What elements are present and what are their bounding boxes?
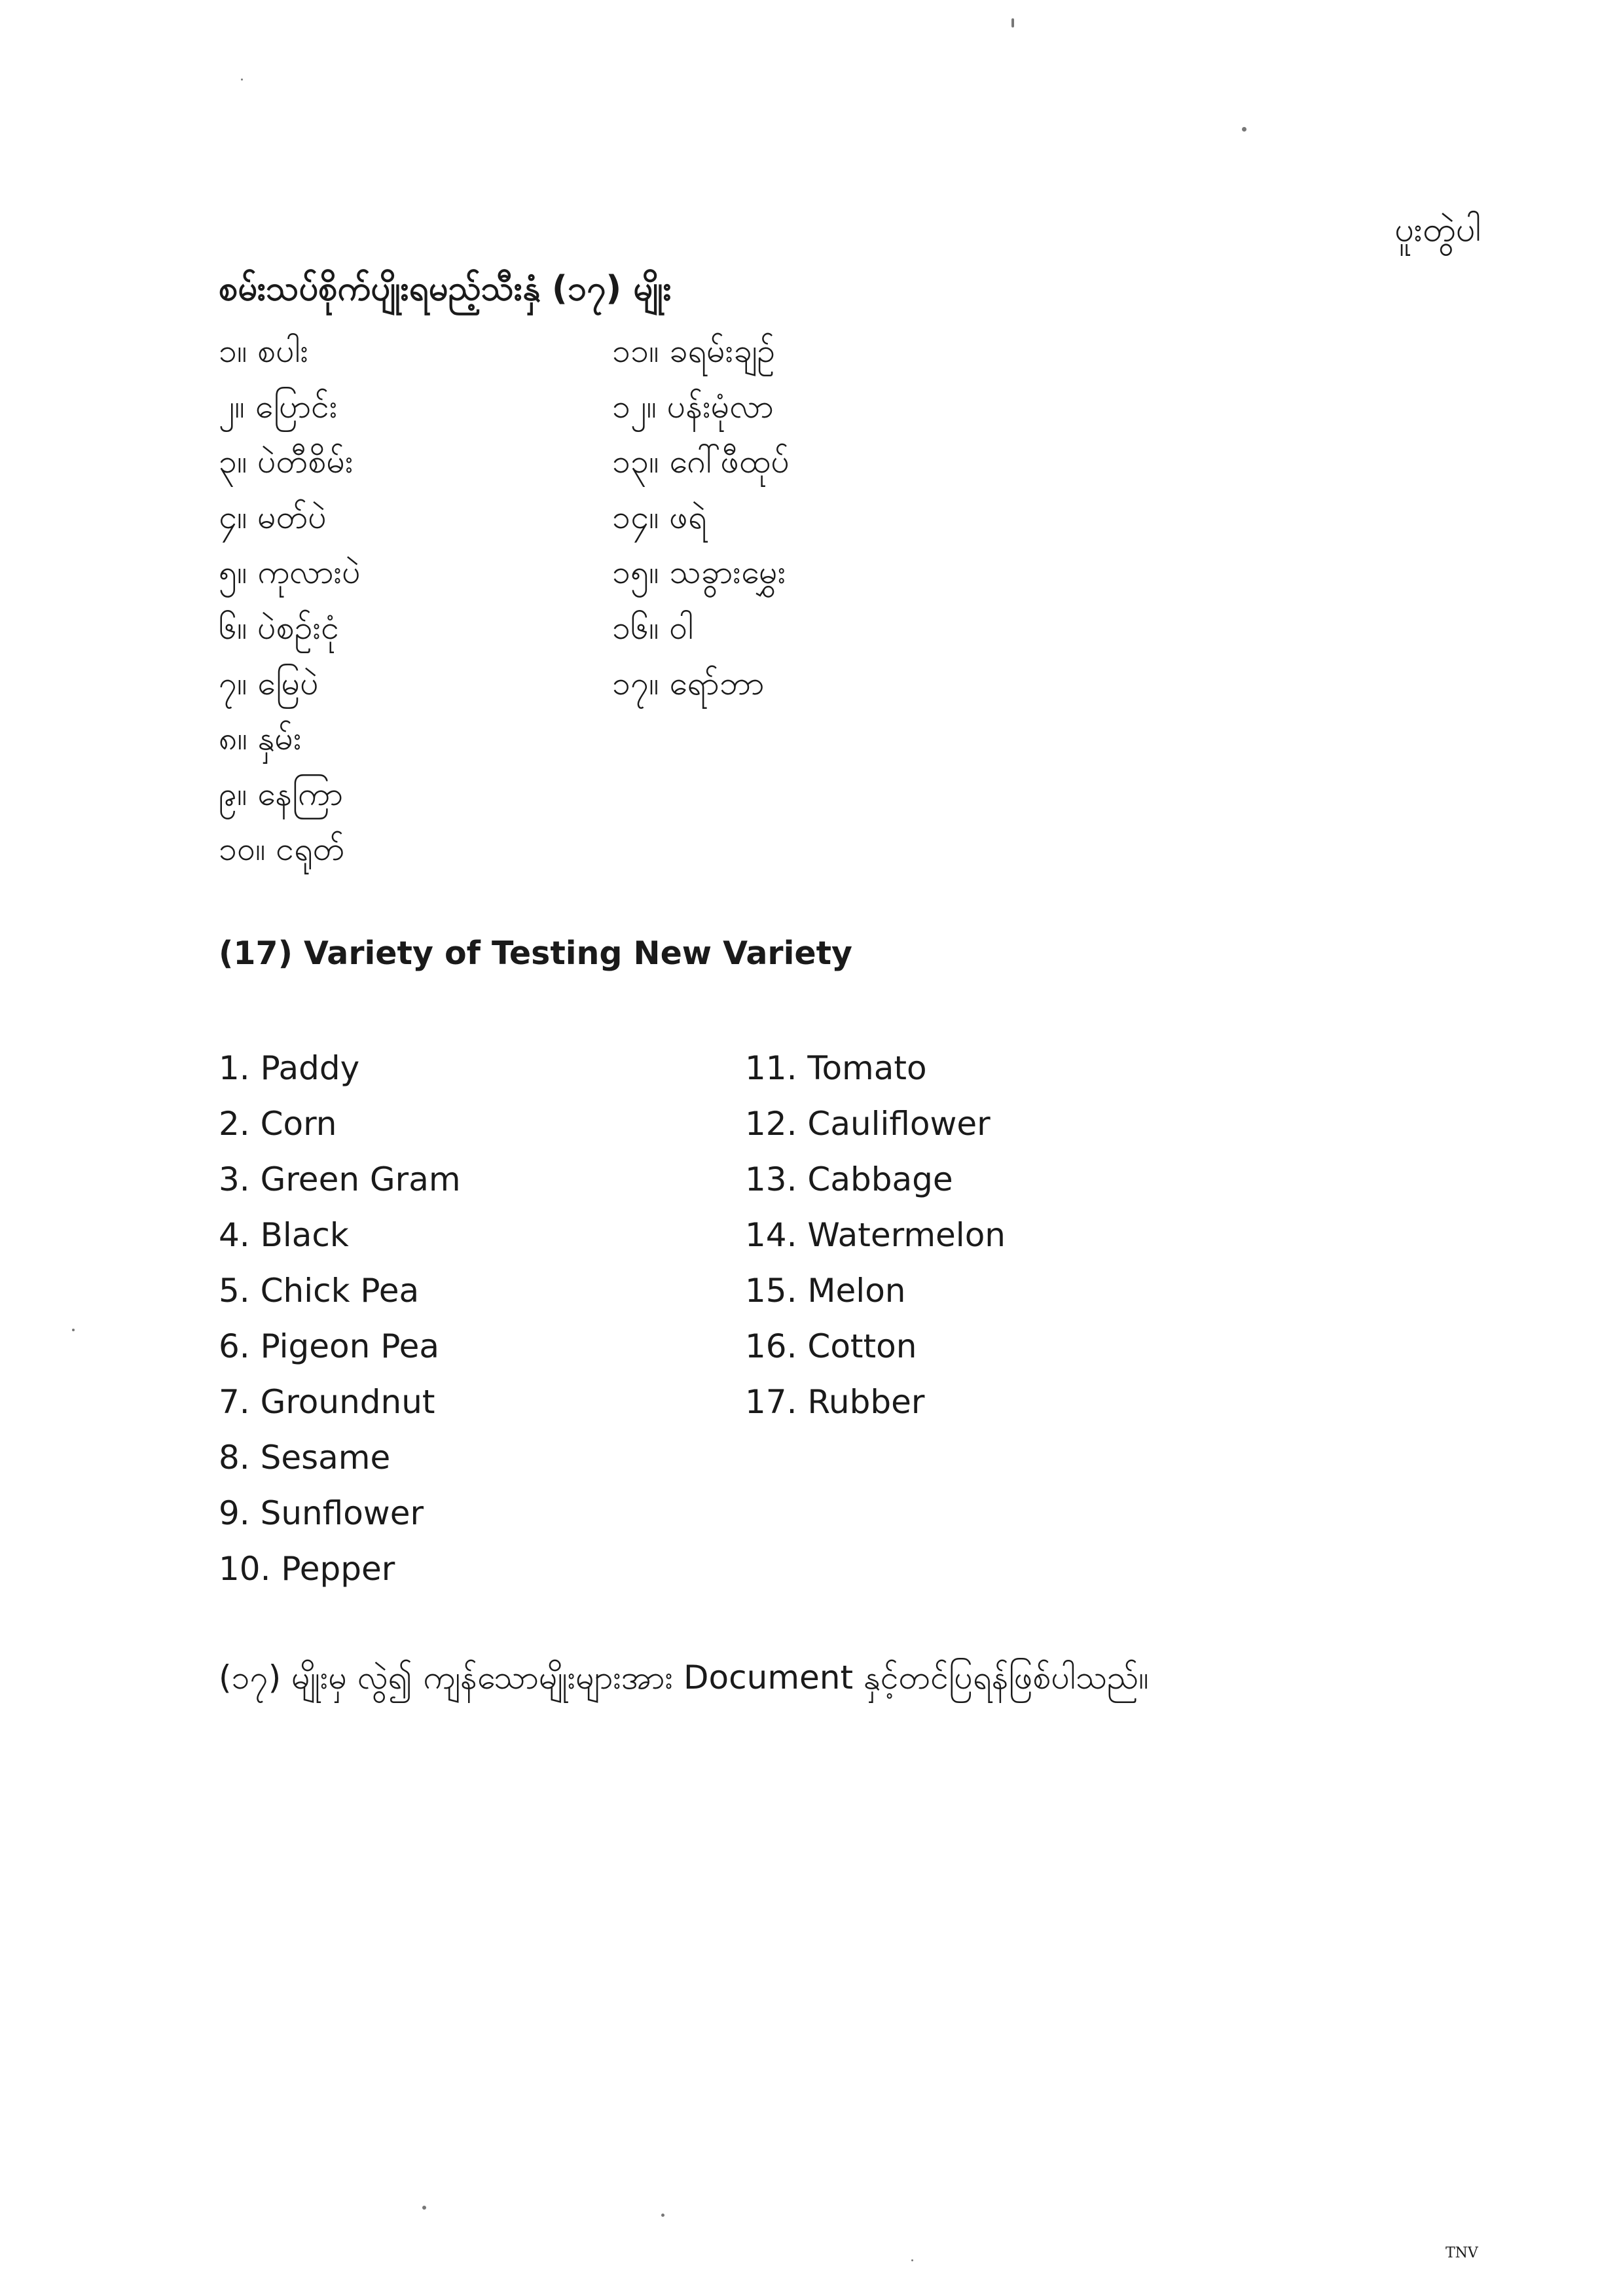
list-item: 5. Chick Pea <box>219 1272 420 1310</box>
list-item: ၉။ နေကြာ <box>219 774 344 813</box>
list-item: 9. Sunflower <box>219 1494 424 1532</box>
scan-speck <box>1011 18 1014 27</box>
list-item: ၁၀။ ငရုတ် <box>219 830 345 869</box>
myanmar-list-left <box>219 323 361 877</box>
list-item: 16. Cotton <box>745 1327 917 1365</box>
list-item: 12. Cauliflower <box>745 1105 991 1143</box>
list-item: 8. Sesame <box>219 1439 391 1477</box>
list-item: 11. Tomato <box>745 1049 927 1087</box>
english-list-right <box>745 1041 1006 1430</box>
list-item: ၁၂။ ပန်းမုံလာ <box>612 387 774 425</box>
list-item: ၄။ မတ်ပဲ <box>219 497 327 536</box>
list-item: ၁၁။ ခရမ်းချဉ် <box>612 332 776 370</box>
english-section-title: (17) Variety of Testing New Variety <box>219 935 852 972</box>
scan-speck <box>661 2214 664 2217</box>
list-item: ၅။ ကုလားပဲ <box>219 553 361 592</box>
list-item: 1. Paddy <box>219 1049 360 1087</box>
scan-speck <box>72 1329 75 1331</box>
scan-speck <box>1242 127 1246 132</box>
list-item: ၆။ ပဲစဉ်းငုံ <box>219 608 339 647</box>
attachment-label: ပူးတွဲပါ <box>1394 210 1482 249</box>
list-item: ၂။ ပြောင်း <box>219 387 338 425</box>
list-item: ၁၆။ ဝါ <box>612 608 693 647</box>
myanmar-list-right <box>612 323 790 711</box>
list-item: ၁၅။ သခွားမွှေး <box>612 553 786 592</box>
myanmar-section-title: စမ်းသပ်စိုက်ပျိုးရမည့်သီးနှံ (၁၇) မျိုး <box>219 269 672 308</box>
list-item: ၃။ ပဲတီစိမ်း <box>219 442 354 481</box>
list-item: 6. Pigeon Pea <box>219 1327 439 1365</box>
scan-speck <box>241 79 243 81</box>
list-item: ၁၇။ ရော်ဘာ <box>612 664 765 702</box>
scan-speck <box>422 2206 426 2210</box>
closing-note: (၁၇) မျိုးမှ လွဲ၍ ကျန်သောမျိုးများအား Document နှင့်တင်ပြရန်ဖြစ်ပါသည်။ <box>219 1659 1149 1696</box>
footer-code: TNV <box>1446 2245 1478 2261</box>
list-item: 13. Cabbage <box>745 1160 953 1198</box>
list-item: ၇။ မြေပဲ <box>219 664 319 702</box>
scan-speck <box>911 2259 913 2261</box>
list-item: 2. Corn <box>219 1105 337 1143</box>
list-item: ၈။ နှမ်း <box>219 719 302 758</box>
list-item: 4. Black <box>219 1216 349 1254</box>
english-list-left <box>219 1041 461 1597</box>
list-item: 10. Pepper <box>219 1550 395 1588</box>
list-item: ၁။ စပါး <box>219 332 309 370</box>
list-item: ၁၄။ ဖရဲ <box>612 497 707 536</box>
list-item: 14. Watermelon <box>745 1216 1006 1254</box>
list-item: 3. Green Gram <box>219 1160 461 1198</box>
list-item: 17. Rubber <box>745 1383 925 1421</box>
list-item: ၁၃။ ဂေါ်ဖီထုပ် <box>612 442 790 481</box>
list-item: 7. Groundnut <box>219 1383 435 1421</box>
list-item: 15. Melon <box>745 1272 906 1310</box>
